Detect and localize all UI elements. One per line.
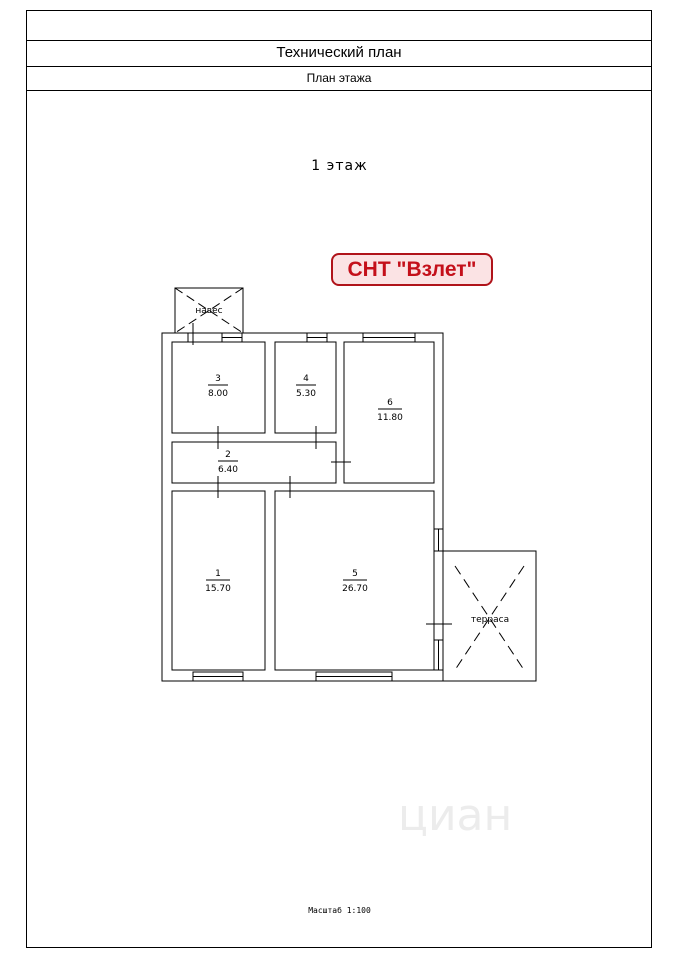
room-3-number: 3	[215, 374, 221, 384]
room-1-area: 15.70	[205, 584, 231, 594]
floor-label: 1 этаж	[311, 158, 368, 174]
doors	[193, 323, 452, 636]
room-1-number: 1	[215, 569, 221, 579]
windows	[193, 333, 443, 681]
room-2-area: 6.40	[217, 465, 239, 475]
room-2-outline	[172, 442, 336, 483]
stamp-snt-vzlet: СНТ "Взлет"	[331, 253, 493, 286]
room-4-area: 5.30	[295, 389, 317, 399]
plan-subtitle: План этажа	[306, 71, 372, 85]
terrace-label: терраса	[470, 615, 510, 625]
room-6-number: 6	[387, 398, 393, 408]
room-5-number: 5	[352, 569, 358, 579]
room-6-area: 11.80	[377, 413, 403, 423]
plan-title: Технический план	[276, 44, 402, 61]
room-4-number: 4	[303, 374, 309, 384]
room-3-area: 8.00	[207, 389, 229, 399]
scale-label: Масштаб 1:100	[308, 906, 371, 915]
room-5-area: 26.70	[342, 584, 368, 594]
canopy-label: навес	[195, 306, 223, 316]
room-3-outline	[172, 342, 265, 433]
room-2-number: 2	[225, 450, 231, 460]
watermark: циан	[398, 790, 513, 841]
room-4-outline	[275, 342, 336, 433]
